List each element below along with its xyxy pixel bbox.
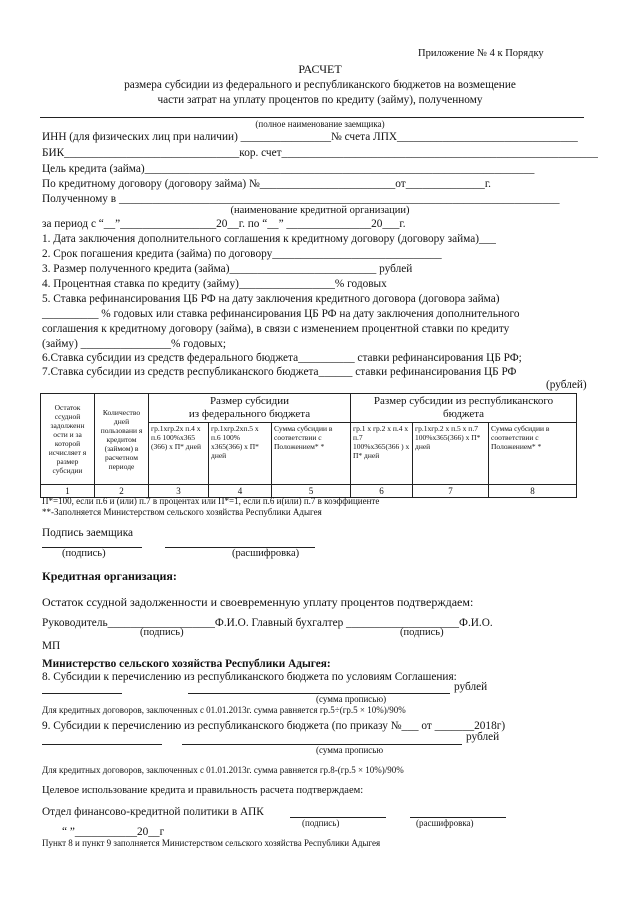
header-federal	[149, 394, 351, 423]
item-7: 7.Ставка субсидии из средств республиканского бюджета______ ставки рефинансирования ЦБ РФ	[42, 366, 517, 378]
item-9-rubles: рублей	[466, 731, 500, 743]
contract-field: По кредитному договору (договору займа) №________________________от______________г.	[42, 178, 492, 190]
header-col3: гр.1хгр.2х п.4 х п.6 100%х365 (366) х П* дней	[149, 423, 209, 485]
item-5: 5. Ставка рефинансирования ЦБ РФ на дату заключения кредитного договора (договора займа)	[42, 293, 500, 305]
signatures-line: Руководитель___________________Ф.И.О. Главный бухгалтер ____________________Ф.И.О.	[42, 617, 493, 629]
item-9: 9. Субсидии к перечислению из республиканского бюджета (по приказу №___ от _______2018г)	[42, 720, 506, 732]
item-2: 2. Срок погашения кредита (займа) по договору______________________________	[42, 248, 442, 260]
borrower-signature-label: Подпись заемщика	[42, 527, 134, 539]
header-col4: гр.1хгр.2хп.5 х п.6 100% х365(366) х П* дней	[209, 423, 272, 485]
item-9-sum-caption: (сумма прописью	[316, 745, 384, 755]
header-col7: гр.1хгр.2 х п.5 х п.7 100%х365(366) х П* дней	[413, 423, 489, 485]
bank-caption: (наименование кредитной организации)	[230, 205, 410, 216]
period-line: за период с “__”_________________20__г. по “__” _______________20___г.	[42, 218, 406, 230]
final-note: Пункт 8 и пункт 9 заполняется Министерством сельского хозяйства Республики Адыгея	[42, 838, 381, 848]
item-5-cont-3: (займу) ________________% годовых;	[42, 338, 227, 350]
header-republic	[351, 394, 577, 423]
department-label: Отдел финансово-кредитной политики в АПК	[42, 806, 264, 818]
bik-field: БИК_______________________________кор. счет________________________________________________________	[42, 147, 598, 159]
dept-signature-caption: (подпись)	[302, 818, 340, 828]
item-5-cont-1: __________ % годовых или ставка рефинансирования ЦБ РФ на дату заключения дополнительного	[42, 308, 520, 320]
item-8-rubles: рублей	[454, 681, 488, 693]
rubles-note: (рублей)	[546, 379, 587, 391]
item-1: 1. Дата заключения дополнительного соглашения к кредитному договору (договору займа)___	[42, 233, 496, 245]
item-9-line-left	[42, 744, 162, 745]
calculation-table	[40, 393, 577, 498]
col-number: 6	[351, 485, 413, 498]
purpose-field: Цель кредита (займа)_____________________________________________________________________	[42, 163, 535, 175]
annex-label: Приложение № 4 к Порядку	[418, 48, 544, 59]
col-number: 3	[149, 485, 209, 498]
received-field: Полученному в ______________________________________________________________________________	[42, 193, 560, 205]
header-balance: Остаток ссудной задолженн ости и за которой исчисляет я размер субсидии	[41, 394, 95, 485]
item-6: 6.Ставка субсидии из средств федерального бюджета__________ ставки рефинансирования ЦБ РФ;	[42, 352, 522, 364]
signature-caption: (подпись)	[62, 548, 106, 559]
credit-org-confirmation: Остаток ссудной задолженности и своевременную уплату процентов подтверждаем:	[42, 595, 474, 609]
item-8-line-left	[42, 693, 122, 694]
item-8-note: Для кредитных договоров, заключенных с 01.01.2013г. сумма равняется гр.5÷(гр.5 × 10%)/90%	[42, 705, 406, 715]
header-days: Количество дней пользовани я кредитом (займом) в расчетном периоде	[95, 394, 149, 485]
item-9-note: Для кредитных договоров, заключенных с 01.01.2013г. сумма равняется гр.8-(гр.5 × 10%)/90%	[42, 765, 404, 775]
col-number: 5	[272, 485, 351, 498]
borrower-name-line	[40, 117, 584, 118]
decode-caption: (расшифровка)	[232, 548, 300, 559]
item-8: 8. Субсидии к перечислению из республиканского бюджета по условиям Соглашения:	[42, 671, 457, 683]
dept-decode-caption: (расшифровка)	[416, 818, 474, 828]
col-number: 8	[489, 485, 577, 498]
header-republic-line2: бюджета	[443, 408, 485, 420]
accountant-signature-caption: (подпись)	[400, 627, 444, 638]
header-federal-line2: из федерального бюджета	[188, 408, 311, 420]
header-federal-line1: Размер субсидии	[209, 395, 290, 407]
stamp-label: МП	[42, 640, 61, 652]
footnote-1: П*=100, если п.6 и (или) п.7 в процентах или П*=1, если п.6 и(или) п.7 в коэффициенте	[42, 496, 380, 506]
footnote-2: **-Заполняется Министерством сельского хозяйства Республики Адыгея	[42, 507, 322, 517]
item-4: 4. Процентная ставка по кредиту (займу)_________________% годовых	[42, 278, 387, 290]
item-5-cont-2: соглашения к кредитному договору (займа), в связи с изменением процентной ставки по кредиту	[42, 323, 510, 335]
col-number: 4	[209, 485, 272, 498]
header-col5: Сумма субсидии в соответствии с Положением* *	[272, 423, 351, 485]
header-col8: Сумма субсидии в соответствии с Положением* *	[489, 423, 577, 485]
col-number: 2	[95, 485, 149, 498]
subtitle-line-1: размера субсидии из федерального и республиканского бюджетов на возмещение	[124, 79, 516, 91]
usage-confirmation: Целевое использование кредита и правильность расчета подтверждаем:	[42, 785, 364, 796]
col-number: 1	[41, 485, 95, 498]
borrower-caption: (полное наименование заемщика)	[255, 119, 385, 129]
subtitle-line-2: части затрат на уплату процентов по кредиту (займу), полученному	[157, 94, 483, 106]
inn-field: ИНН (для физических лиц при наличии) ________________№ счета ЛПХ________________________________	[42, 131, 578, 143]
header-col6: гр.1 х гр.2 х п.4 х п.7 100%х365(366 ) х П* дней	[351, 423, 413, 485]
item-8-sum-caption: (сумма прописью)	[316, 694, 387, 704]
head-signature-caption: (подпись)	[140, 627, 184, 638]
ministry-heading: Министерство сельского хозяйства Республики Адыгея:	[42, 658, 331, 670]
date-line: “ ”___________20__г	[62, 826, 165, 838]
document-title: РАСЧЕТ	[298, 62, 342, 76]
header-republic-line1: Размер субсидии из республиканского	[373, 395, 554, 407]
item-3: 3. Размер полученного кредита (займа)__________________________ рублей	[42, 263, 413, 275]
credit-org-heading: Кредитная организация:	[42, 569, 177, 583]
col-number: 7	[413, 485, 489, 498]
